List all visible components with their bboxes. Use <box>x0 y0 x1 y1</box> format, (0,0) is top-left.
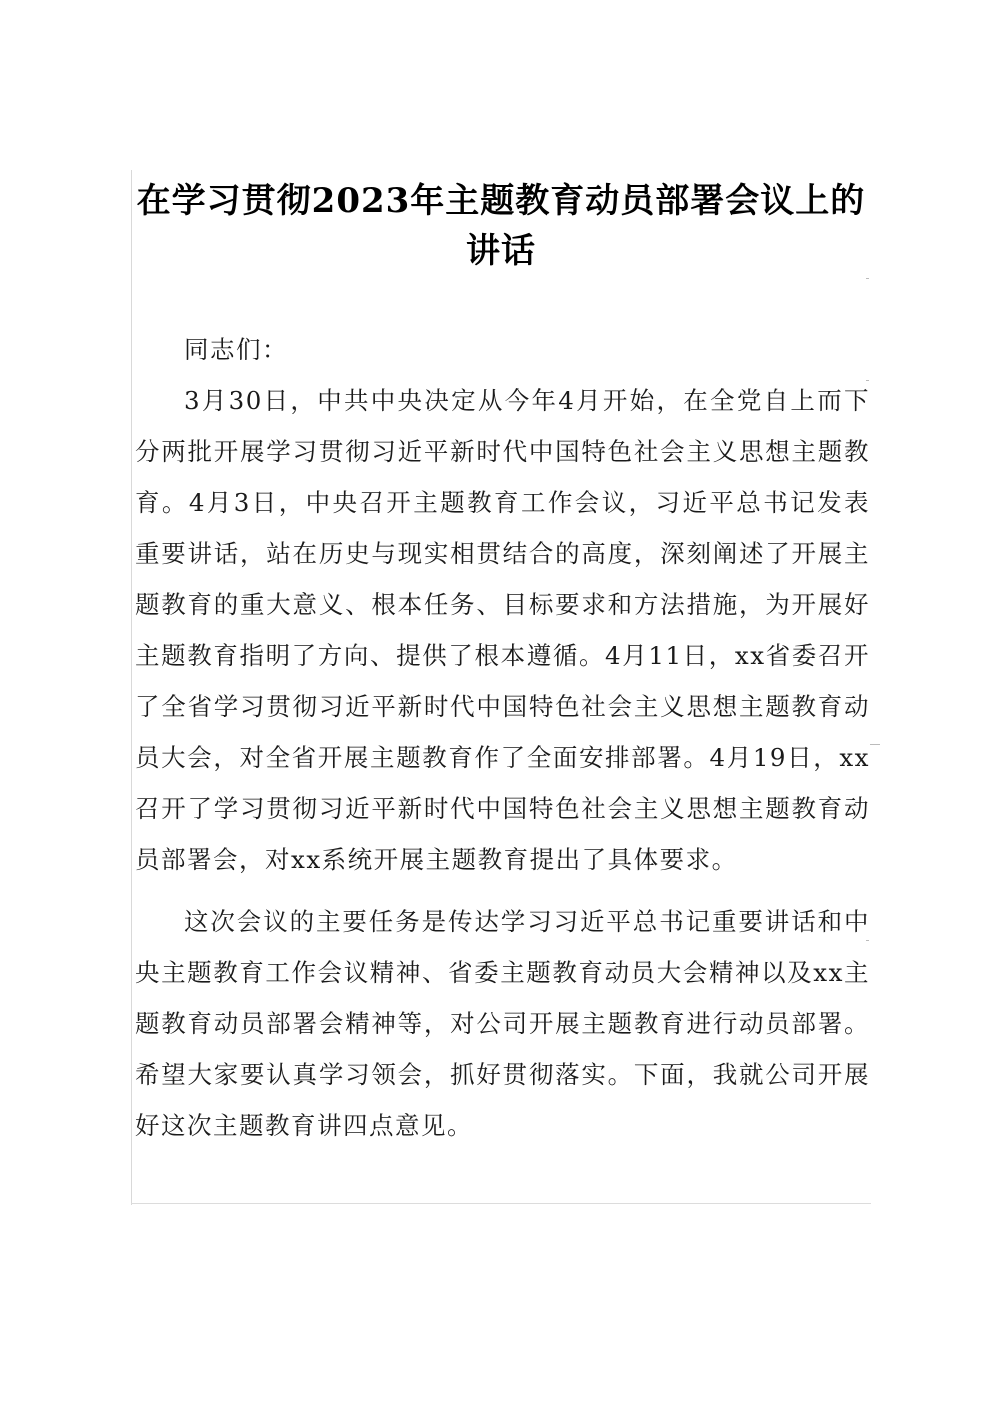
document-title: 在学习贯彻2023年主题教育动员部署会议上的讲话 <box>136 181 866 271</box>
paragraph-2: 这次会议的主要任务是传达学习习近平总书记重要讲话和中央主题教育工作会议精神、省委主题教育动员大会精神以及xx主题教育动员部署会精神等，对公司开展主题教育进行动员部署。希望大家要认真学习领会，抓好贯彻落实。下面，我就公司开展好这次主题教育讲四点意见。 <box>135 907 870 1140</box>
document-body <box>135 324 870 1151</box>
margin-guide-bottom <box>131 1203 871 1204</box>
salutation: 同志们： <box>184 335 288 364</box>
margin-tick <box>870 744 880 745</box>
margin-tick <box>866 278 869 279</box>
paragraph-1: 3月30日，中共中央决定从今年4月开始，在全党自上而下分两批开展学习贯彻习近平新时代中国特色社会主义思想主题教育。4月3日，中央召开主题教育工作会议，习近平总书记发表重要讲话，站在历史与现实相贯结合的高度，深刻阐述了开展主题教育的重大意义、根本任务、目标要求和方法措施，为开展好主题教育指明了方向、提供了根本遵循。4月11日，xx省委召开了全省学习贯彻习近平新时代中国特色社会主义思想主题教育动员大会，对全省开展主题教育作了全面安排部署。4月19日，xx召开了学习贯彻习近平新时代中国特色社会主义思想主题教育动员部署会，对xx系统开展主题教育提出了具体要求。 <box>135 386 870 874</box>
margin-guide-left <box>131 170 132 1205</box>
